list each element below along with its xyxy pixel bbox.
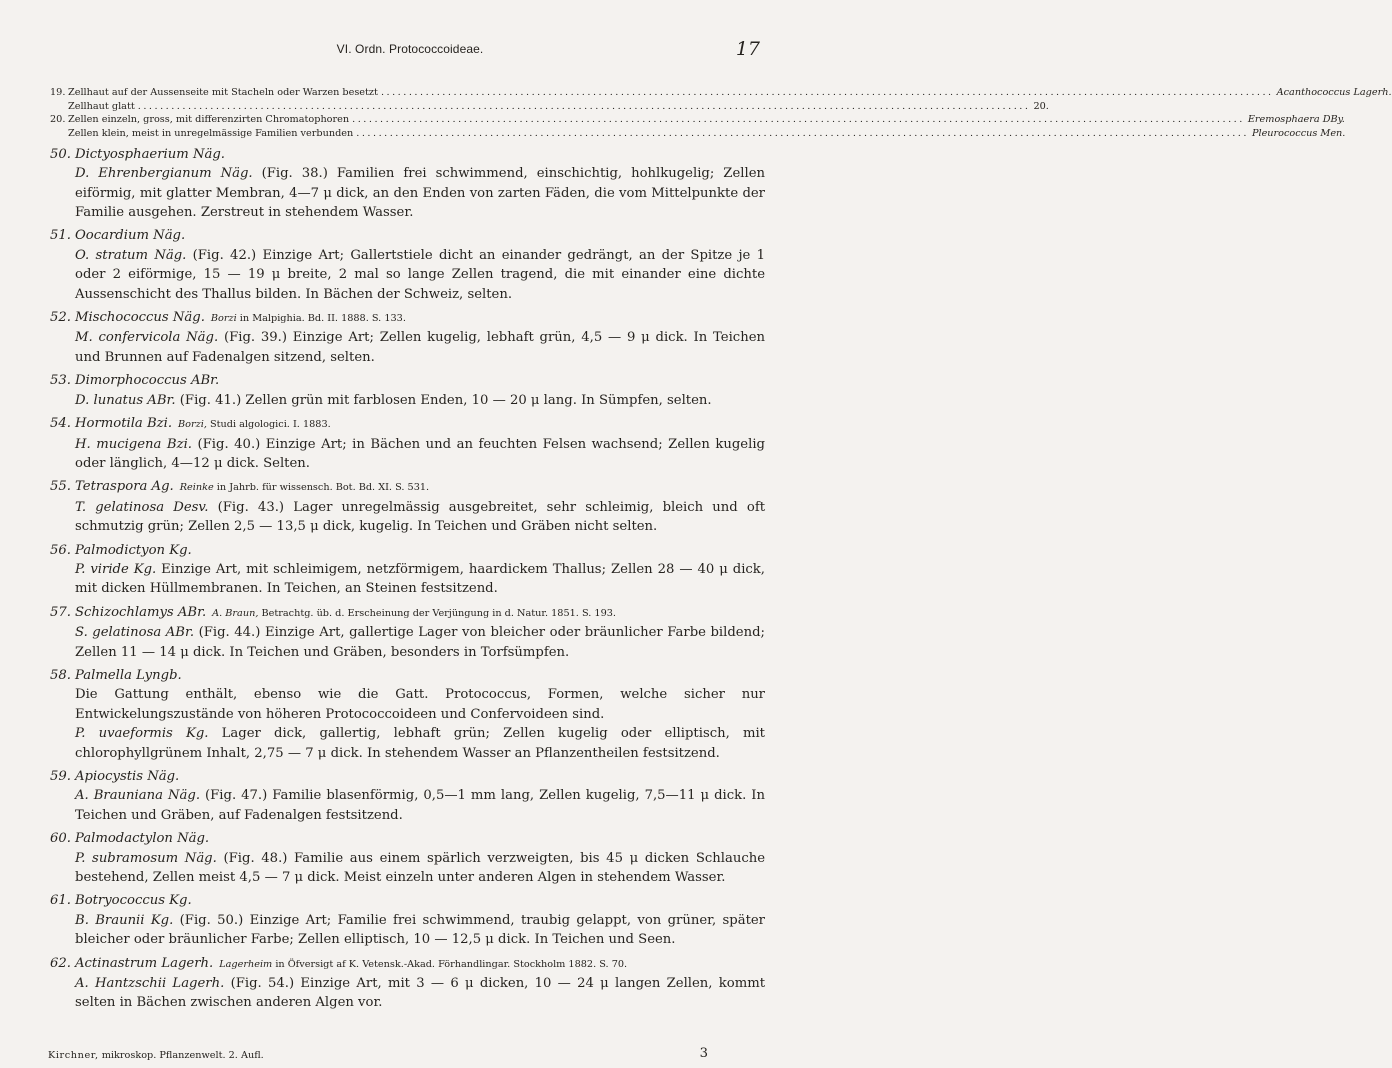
species-description [50, 435, 765, 474]
genus-name: Actinastrum Lagerh. [75, 955, 214, 971]
genus-number: 61. [50, 893, 71, 909]
genus-heading [50, 414, 765, 434]
leader-dots: ................................................................................................................................................................ [137, 100, 1031, 112]
key-number: 19. [50, 87, 66, 98]
species-description [50, 246, 765, 304]
page-header [60, 38, 760, 62]
species-description [50, 724, 765, 763]
genus-name: Hormotila Bzi. [75, 416, 173, 432]
genus-heading [50, 541, 765, 560]
species-name: P. subramosum Näg. [75, 850, 217, 866]
genus-entry [50, 767, 765, 825]
page-footer [48, 1046, 768, 1061]
key-row [50, 113, 1345, 127]
genus-number: 56. [50, 542, 71, 558]
genus-entry [50, 603, 765, 662]
key-text: Zellen einzeln, gross, mit differenzirten Chromatophoren [68, 114, 350, 126]
genus-name: Apiocystis Näg. [75, 769, 180, 784]
genus-name: Palmodactylon Näg. [75, 831, 210, 847]
reference-author: Lagerheim [219, 958, 273, 970]
genus-number: 58. [50, 667, 71, 683]
species-name: D. lunatus ABr. [75, 392, 176, 408]
genus-number: 54. [50, 416, 71, 432]
species-text: (Fig. 43.) Lager unregelmässig ausgebreitet, sehr schleimig, bleich und oft schmutzig grün; Zellen 2,5 — 13,5 μ dick, kugelig. In Teichen und Gräben nicht selten. [75, 499, 765, 535]
leader-dots: ................................................................................................................................................................ [356, 128, 1249, 140]
species-description [50, 328, 765, 367]
genus-heading [50, 767, 765, 786]
signature-mark: 3 [699, 1046, 708, 1061]
genus-heading [50, 954, 765, 974]
species-description [50, 685, 765, 724]
literature-reference [178, 415, 331, 434]
key-target: Pleurococcus Men. [1251, 128, 1346, 140]
genus-entry [50, 829, 765, 887]
species-description [50, 974, 765, 1013]
genus-entry [50, 308, 765, 367]
species-description [50, 849, 765, 888]
species-text: Einzige Art, mit schleimigem, netzförmigem, haardickem Thallus; Zellen 28 — 40 μ dick, mit dicken Hüllmembranen. In Teichen, an Steinen festsitzend. [75, 561, 765, 597]
genus-number: 51. [50, 228, 71, 244]
species-name: O. stratum Näg. [75, 247, 187, 263]
reference-text: in Öfversigt af K. Vetensk.-Akad. Förhandlingar. Stockholm 1882. S. 70. [275, 958, 628, 970]
genus-number: 62. [50, 955, 71, 971]
genus-number: 60. [50, 831, 71, 847]
genus-heading [50, 477, 765, 497]
genus-heading [50, 371, 765, 390]
species-name: P. uvaeformis Kg. [75, 726, 209, 742]
species-description [50, 164, 765, 222]
reference-text: in Jahrb. für wissensch. Bot. Bd. XI. S. 531. [216, 482, 430, 494]
imprint-author: Kirchner, [48, 1050, 99, 1061]
key-target: Eremosphaera DBy. [1247, 114, 1345, 126]
species-text: (Fig. 40.) Einzige Art; in Bächen und an feuchten Felsen wachsend; Zellen kugelig oder länglich, 4—12 μ dick. Selten. [75, 436, 765, 471]
genus-heading [50, 145, 765, 164]
literature-reference [212, 604, 616, 623]
species-text: (Fig. 54.) Einzige Art, mit 3 — 6 μ dicken, 10 — 24 μ langen Zellen, kommt selten in Bächen zwischen anderen Algen vor. [75, 976, 766, 1011]
genus-heading [50, 666, 765, 685]
key-text: Zellhaut auf der Aussenseite mit Stacheln oder Warzen besetzt [68, 87, 378, 98]
imprint: mikroskop. Pflanzenwelt. 2. Aufl. [101, 1050, 264, 1061]
genus-name: Palmodictyon Kg. [75, 542, 192, 558]
reference-author: Reinke [179, 482, 214, 494]
genus-name: Dimorphococcus ABr. [75, 373, 220, 389]
species-name: A. Brauniana Näg. [75, 788, 201, 804]
reference-author: Borzi, [178, 419, 207, 431]
species-text: (Fig. 48.) Familie aus einem spärlich verzweigten, bis 45 μ dicken Schlauche bestehend, Zellen meist 4,5 — 7 μ dick. Meist einzeln unter anderen Algen in stehendem Wasser. [75, 850, 765, 886]
species-description [50, 560, 765, 599]
genus-number: 55. [50, 479, 71, 495]
genus-name: Palmella Lyngb. [75, 667, 182, 683]
species-name: H. mucigena Bzi. [75, 436, 192, 452]
literature-reference [219, 955, 627, 974]
genus-number: 50. [50, 146, 71, 162]
genus-heading [50, 891, 765, 910]
species-name: S. gelatinosa ABr. [75, 625, 195, 641]
genus-heading [50, 226, 765, 245]
reference-author: A. Braun, [212, 607, 259, 619]
species-description [50, 498, 765, 537]
genus-entry [50, 414, 765, 473]
leader-dots: ................................................................................................................................................................ [352, 114, 1245, 126]
species-text: Lager dick, gallertig, lebhaft grün; Zellen kugelig oder elliptisch, mit chlorophyllgrünem Inhalt, 2,75 — 7 μ dick. In stehendem Wasser an Pflanzentheilen festsitzend. [75, 726, 765, 761]
genus-name: Mischococcus Näg. [75, 310, 205, 326]
key-text: Zellen klein, meist in unregelmässige Familien verbunden [68, 128, 354, 140]
key-number: 20. [50, 114, 66, 126]
species-name: P. viride Kg. [75, 561, 157, 577]
key-row [50, 100, 1049, 114]
species-name: D. Ehrenbergianum Näg. [75, 166, 253, 182]
genus-entry [50, 541, 765, 599]
literature-reference [211, 309, 406, 328]
identification-key [50, 86, 1392, 141]
genus-number: 59. [50, 769, 71, 784]
page-number: 17 [735, 38, 760, 60]
leader-dots: ................................................................................................................................................................ [380, 87, 1274, 98]
reference-text: Betrachtg. üb. d. Erscheinung der Verjüngung in d. Natur. 1851. S. 193. [261, 607, 616, 619]
key-text: Zellhaut glatt [68, 100, 135, 112]
genus-number: 53. [50, 373, 71, 389]
species-description [50, 391, 765, 410]
species-name: T. gelatinosa Desv. [75, 499, 209, 515]
key-target: 20. [1033, 100, 1049, 112]
genus-entry [50, 666, 765, 763]
species-description [50, 911, 765, 950]
genus-number: 57. [50, 604, 71, 620]
page-body [50, 86, 1392, 1013]
species-text: (Fig. 44.) Einzige Art, gallertige Lager von bleicher oder bräunlicher Farbe bildend; Zellen 11 — 14 μ dick. In Teichen und Gräben, besonders in Torfsümpfen. [75, 625, 765, 660]
genus-entry [50, 477, 765, 536]
species-description [50, 623, 765, 662]
species-name: A. Hantzschii Lagerh. [75, 976, 225, 992]
genus-name: Oocardium Näg. [75, 228, 186, 244]
running-head: VI. Ordn. Protococcoideae. [336, 42, 484, 56]
species-text: (Fig. 42.) Einzige Art; Gallertstiele dicht an einander gedrängt, an der Spitze je 1 oder 2 eiförmige, 15 — 19 μ breite, 2 mal so lange Zellen tragend, die mit einander eine dichte Aussenschicht des Thallus bilden. In Bächen der Schweiz, selten. [75, 247, 766, 302]
species-text: (Fig. 38.) Familien frei schwimmend, einschichtig, hohlkugelig; Zellen eiförmig, mit glatter Membran, 4—7 μ dick, an den Enden von zarten Fäden, die vom Mittelpunkte der Familie ausgehen. Zerstreut in stehendem Wasser. [75, 166, 765, 221]
species-text: (Fig. 50.) Einzige Art; Familie frei schwimmend, traubig gelappt, von grüner, später bleicher oder bräunlicher Farbe; Zellen elliptisch, 10 — 12,5 μ dick. In Teichen und Seen. [75, 912, 765, 948]
reference-text: in Malpighia. Bd. II. 1888. S. 133. [239, 313, 406, 325]
species-description [50, 786, 765, 825]
genus-name: Schizochlamys ABr. [75, 604, 207, 620]
key-row [50, 86, 1392, 100]
species-name: B. Braunii Kg. [75, 912, 174, 928]
genus-name: Tetraspora Ag. [75, 479, 174, 495]
genus-name: Dictyosphaerium Näg. [75, 146, 225, 162]
reference-text: Studi algologici. I. 1883. [210, 419, 331, 431]
genus-name: Botryococcus Kg. [75, 893, 192, 909]
genus-entry [50, 891, 765, 949]
genus-heading [50, 308, 765, 328]
species-text: (Fig. 41.) Zellen grün mit farblosen Enden, 10 — 20 μ lang. In Sümpfen, selten. [175, 392, 712, 408]
genus-number: 52. [50, 310, 71, 326]
species-text: (Fig. 47.) Familie blasenförmig, 0,5—1 mm lang, Zellen kugelig, 7,5—11 μ dick. In Teichen und Gräben, auf Fadenalgen festsitzend. [75, 788, 765, 823]
key-row [50, 127, 1346, 141]
genus-list [50, 145, 765, 1013]
genus-entry [50, 371, 765, 410]
species-name: M. confervicola Näg. [75, 330, 219, 346]
key-target: Acanthococcus Lagerh. [1276, 87, 1392, 98]
genus-entry [50, 145, 765, 223]
genus-entry [50, 226, 765, 304]
genus-heading [50, 829, 765, 848]
reference-author: Borzi [210, 313, 237, 325]
literature-reference [180, 478, 429, 497]
species-text: (Fig. 39.) Einzige Art; Zellen kugelig, lebhaft grün, 4,5 — 9 μ dick. In Teichen und Brunnen auf Fadenalgen sitzend, selten. [75, 330, 765, 365]
species-text: Die Gattung enthält, ebenso wie die Gatt. Protococcus, Formen, welche sicher nur Entwickelungszustände von höheren Protococcoideen und Confervoideen sind. [75, 687, 765, 722]
genus-heading [50, 603, 765, 623]
genus-entry [50, 954, 765, 1013]
